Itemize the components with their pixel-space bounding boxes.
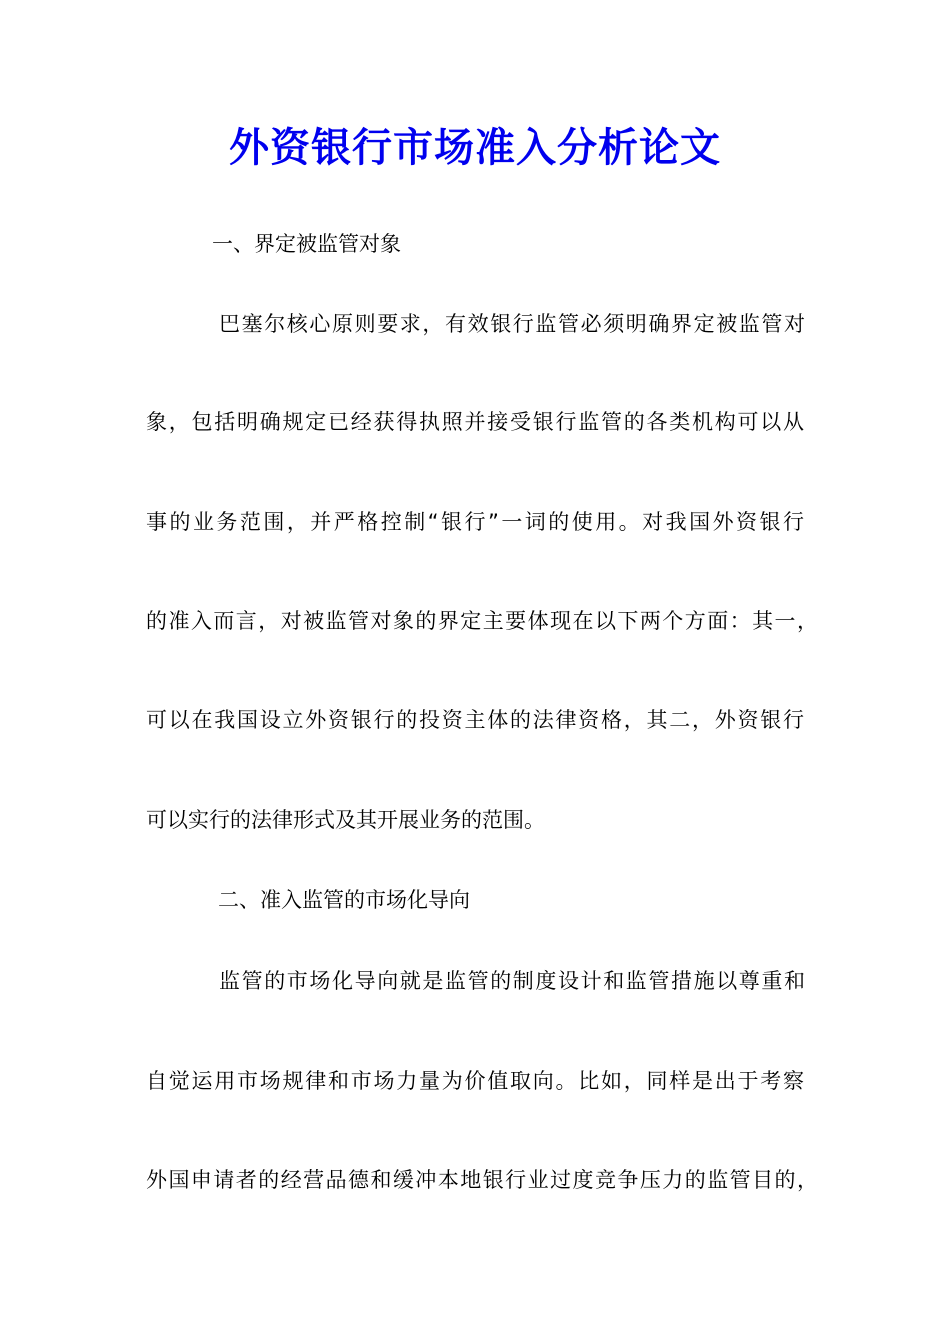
paragraph-line: 监管的市场化导向就是监管的制度设计和监管措施以尊重和: [219, 969, 805, 993]
paragraph-line: 象，包括明确规定已经获得执照并接受银行监管的各类机构可以从: [146, 410, 804, 434]
section-heading-1: 一、界定被监管对象: [212, 232, 401, 256]
paragraph-line: 巴塞尔核心原则要求，有效银行监管必须明确界定被监管对: [219, 312, 805, 336]
paragraph-line: 自觉运用市场规律和市场力量为价值取向。比如，同样是出于考察: [146, 1069, 804, 1093]
paragraph-line: 的准入而言，对被监管对象的界定主要体现在以下两个方面：其一，: [146, 609, 818, 633]
paragraph-line: 事的业务范围，并严格控制“银行”一词的使用。对我国外资银行: [146, 510, 804, 534]
paragraph-line: 可以实行的法律形式及其开展业务的范围。: [146, 808, 545, 832]
paragraph-line: 可以在我国设立外资银行的投资主体的法律资格，其二，外资银行: [146, 708, 804, 732]
section-heading-2: 二、准入监管的市场化导向: [218, 888, 470, 912]
document-title: 外资银行市场准入分析论文: [229, 124, 721, 171]
paragraph-line: 外国申请者的经营品德和缓冲本地银行业过度竞争压力的监管目的，: [146, 1168, 818, 1192]
